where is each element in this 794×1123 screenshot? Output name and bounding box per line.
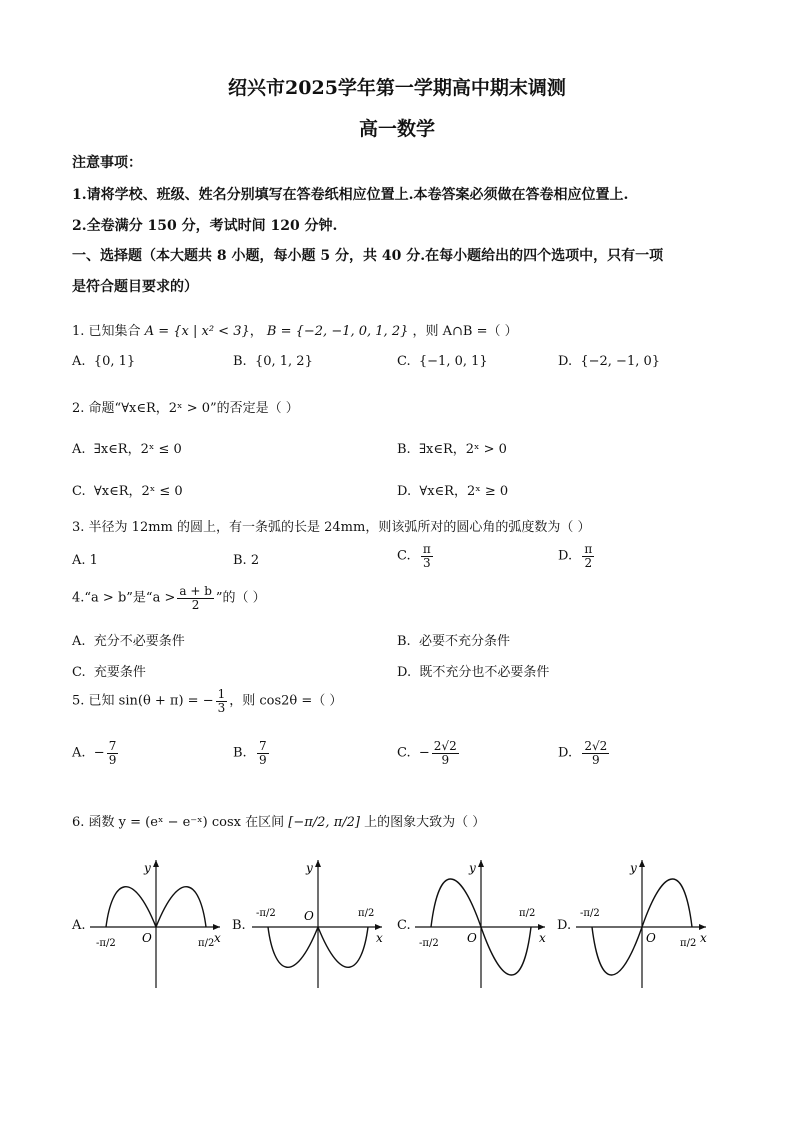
option-text: 充分不必要条件 <box>93 634 185 649</box>
option-label: A. <box>72 634 86 649</box>
separator: ， <box>249 324 263 339</box>
y-axis-arrow <box>478 860 484 867</box>
question-number: 1. <box>72 324 85 339</box>
note-item-2: 2.全卷满分 150 分，考试时间 120 分钟. <box>72 218 338 234</box>
fraction-denominator: 3 <box>423 555 431 570</box>
option-text: 必要不充分条件 <box>418 634 510 649</box>
section-heading-line2: 是符合题目要求的） <box>72 279 198 295</box>
option-label: C. <box>397 354 411 369</box>
graph-d[interactable] <box>572 852 712 992</box>
fraction-denominator: 9 <box>441 752 450 767</box>
left-bound-label: -π/2 <box>256 908 276 919</box>
y-axis-arrow <box>153 860 159 867</box>
x-axis-arrow <box>213 924 220 930</box>
y-label: y <box>469 861 476 875</box>
origin-label: O <box>142 931 152 945</box>
fraction-denominator: 2 <box>584 555 593 570</box>
question-number: 3. <box>72 520 85 535</box>
option-b[interactable] <box>397 630 510 649</box>
option-a[interactable] <box>72 630 185 649</box>
question-text-tail: 上的图象大致为（ ） <box>364 815 486 830</box>
fraction-numerator: 7 <box>258 739 267 753</box>
set-b: B = {−2, −1, 0, 1, 2} <box>266 324 409 339</box>
y-axis-arrow <box>639 860 645 867</box>
graph-d-label[interactable]: D. <box>557 918 572 933</box>
question-text: 已知 sin(θ + π) = − <box>88 693 214 709</box>
question-6 <box>72 811 485 830</box>
option-label: A. <box>72 354 86 369</box>
option-text: 既不充分也不必要条件 <box>419 665 550 680</box>
fraction-denominator: 3 <box>217 700 226 715</box>
option-text: 2 <box>250 553 260 568</box>
fraction-denominator: 2 <box>191 597 200 612</box>
fraction-numerator: π <box>422 542 431 556</box>
question-text: 已知集合 <box>88 324 141 339</box>
graph-b-label[interactable]: B. <box>232 918 246 933</box>
option-d[interactable] <box>558 543 596 569</box>
x-label: x <box>539 931 546 945</box>
fraction <box>177 585 214 611</box>
left-bound-label: -π/2 <box>419 938 439 949</box>
option-label: D. <box>558 745 573 761</box>
fraction-numerator: 2√2 <box>433 739 457 753</box>
page-title: 绍兴市2025学年第一学期高中期末调测 <box>228 77 566 99</box>
fraction <box>432 740 459 766</box>
question-4 <box>72 585 266 611</box>
question-text-tail: ，则 cos2θ =（ ） <box>229 693 343 709</box>
option-c[interactable] <box>72 661 146 680</box>
question-text-tail: ，则 A∩B =（ ） <box>412 324 518 339</box>
minus-sign: − <box>93 745 105 761</box>
x-axis-arrow <box>375 924 382 930</box>
option-b[interactable] <box>233 354 313 369</box>
fraction <box>421 543 433 569</box>
option-d[interactable] <box>558 354 660 369</box>
right-bound-label: π/2 <box>198 938 215 949</box>
origin-label: O <box>304 909 314 923</box>
option-label: C. <box>72 484 86 499</box>
fraction-denominator: 9 <box>108 752 117 767</box>
minus-sign: − <box>418 745 430 761</box>
question-number: 4. <box>72 590 85 606</box>
option-c[interactable] <box>397 740 461 766</box>
fraction-denominator: 9 <box>258 752 267 767</box>
y-label: y <box>630 861 637 875</box>
fraction-numerator: 7 <box>108 739 117 753</box>
option-d[interactable] <box>558 740 611 766</box>
notes-heading: 注意事项： <box>72 155 142 171</box>
page-subtitle: 高一数学 <box>358 118 435 140</box>
question-2 <box>72 397 299 416</box>
option-a[interactable] <box>72 354 135 369</box>
y-label: y <box>144 861 151 875</box>
question-text: 函数 y = (eˣ − e⁻ˣ) cosx 在区间 <box>88 815 285 830</box>
option-c[interactable] <box>397 354 488 369</box>
section-heading-line1: 一、选择题（本大题共 8 小题，每小题 5 分，共 40 分.在每小题给出的四个选项中，只有一项 <box>72 248 664 264</box>
option-label: D. <box>558 548 573 564</box>
option-d[interactable] <box>397 480 508 499</box>
x-label: x <box>700 931 707 945</box>
x-axis-arrow <box>699 924 706 930</box>
option-text: ∀x∈R，2ˣ ≤ 0 <box>93 484 183 499</box>
question-3 <box>72 516 590 535</box>
graph-a-label[interactable]: A. <box>72 918 86 933</box>
option-text: {−1, 0, 1} <box>418 354 488 369</box>
curve-left <box>106 887 156 927</box>
fraction <box>257 740 269 766</box>
left-bound-label: -π/2 <box>580 908 600 919</box>
option-text: 1 <box>89 553 98 568</box>
option-text: {0, 1, 2} <box>254 354 313 369</box>
fraction-denominator: 9 <box>592 752 600 767</box>
option-a[interactable] <box>72 438 182 457</box>
left-bound-label: -π/2 <box>96 938 116 949</box>
question-text: 半径为 12mm 的圆上，有一条弧的长是 24mm，则该弧所对的圆心角的弧度数为（ ） <box>88 520 591 535</box>
option-a[interactable] <box>72 553 98 568</box>
x-label: x <box>214 931 221 945</box>
fraction-numerator: a + b <box>179 584 212 598</box>
y-label: y <box>306 861 313 875</box>
right-bound-label: π/2 <box>680 938 697 949</box>
graph-c-label[interactable]: C. <box>397 918 411 933</box>
option-label: A. <box>72 553 86 568</box>
graph-c[interactable] <box>411 852 551 992</box>
option-label: D. <box>558 354 573 369</box>
question-1 <box>72 320 518 339</box>
question-number: 6. <box>72 815 85 830</box>
y-axis-arrow <box>315 860 321 867</box>
note-item-1: 1.请将学校、班级、姓名分别填写在答卷纸相应位置上.本卷答案必须做在答卷相应位置上. <box>72 187 629 203</box>
x-label: x <box>376 931 383 945</box>
question-text-tail: ”的（ ） <box>215 590 266 606</box>
option-c[interactable] <box>72 480 183 499</box>
question-number: 2. <box>72 401 85 416</box>
fraction <box>216 688 228 714</box>
question-5 <box>72 688 342 714</box>
option-label: B. <box>397 634 411 649</box>
x-axis-arrow <box>538 924 545 930</box>
right-bound-label: π/2 <box>519 908 536 919</box>
option-b[interactable] <box>397 438 507 457</box>
right-bound-label: π/2 <box>358 908 375 919</box>
fraction <box>107 740 119 766</box>
option-text: 充要条件 <box>93 665 146 680</box>
graph-a[interactable] <box>86 852 226 992</box>
interval: [−π/2, π/2] <box>288 815 360 830</box>
option-label: B. <box>397 442 411 457</box>
curve-right <box>156 887 206 927</box>
option-a[interactable] <box>72 740 120 766</box>
option-text: ∀x∈R，2ˣ ≥ 0 <box>419 484 509 499</box>
option-label: B. <box>233 745 247 761</box>
question-text: 命题“∀x∈R，2ˣ > 0”的否定是（ ） <box>88 401 299 416</box>
fraction <box>582 543 594 569</box>
graph-b[interactable] <box>248 852 388 992</box>
option-text: {0, 1} <box>93 354 136 369</box>
option-text: ∃x∈R，2ˣ > 0 <box>418 442 507 457</box>
option-label: B. <box>233 553 247 568</box>
option-d[interactable] <box>397 661 549 680</box>
option-c[interactable] <box>397 543 435 569</box>
question-number: 5. <box>72 693 85 709</box>
curve-right <box>318 927 368 967</box>
fraction-numerator: π <box>584 542 593 556</box>
origin-label: O <box>646 931 656 945</box>
option-label: A. <box>72 745 86 761</box>
fraction-numerator: 2√2 <box>584 739 608 753</box>
option-text: ∃x∈R，2ˣ ≤ 0 <box>93 442 182 457</box>
option-label: D. <box>397 665 412 680</box>
set-a: A = {x | x² < 3} <box>144 324 250 339</box>
option-label: C. <box>397 745 411 761</box>
curve-left <box>268 927 318 967</box>
option-label: A. <box>72 442 86 457</box>
origin-label: O <box>467 931 477 945</box>
option-b[interactable] <box>233 553 259 568</box>
option-label: B. <box>233 354 247 369</box>
fraction-numerator: 1 <box>217 687 226 701</box>
question-text: “a > b”是“a > <box>84 590 176 606</box>
fraction <box>582 740 609 766</box>
option-label: C. <box>72 665 86 680</box>
option-label: C. <box>397 548 411 564</box>
option-b[interactable] <box>233 740 271 766</box>
option-text: {−2, −1, 0} <box>580 354 661 369</box>
option-label: D. <box>397 484 412 499</box>
